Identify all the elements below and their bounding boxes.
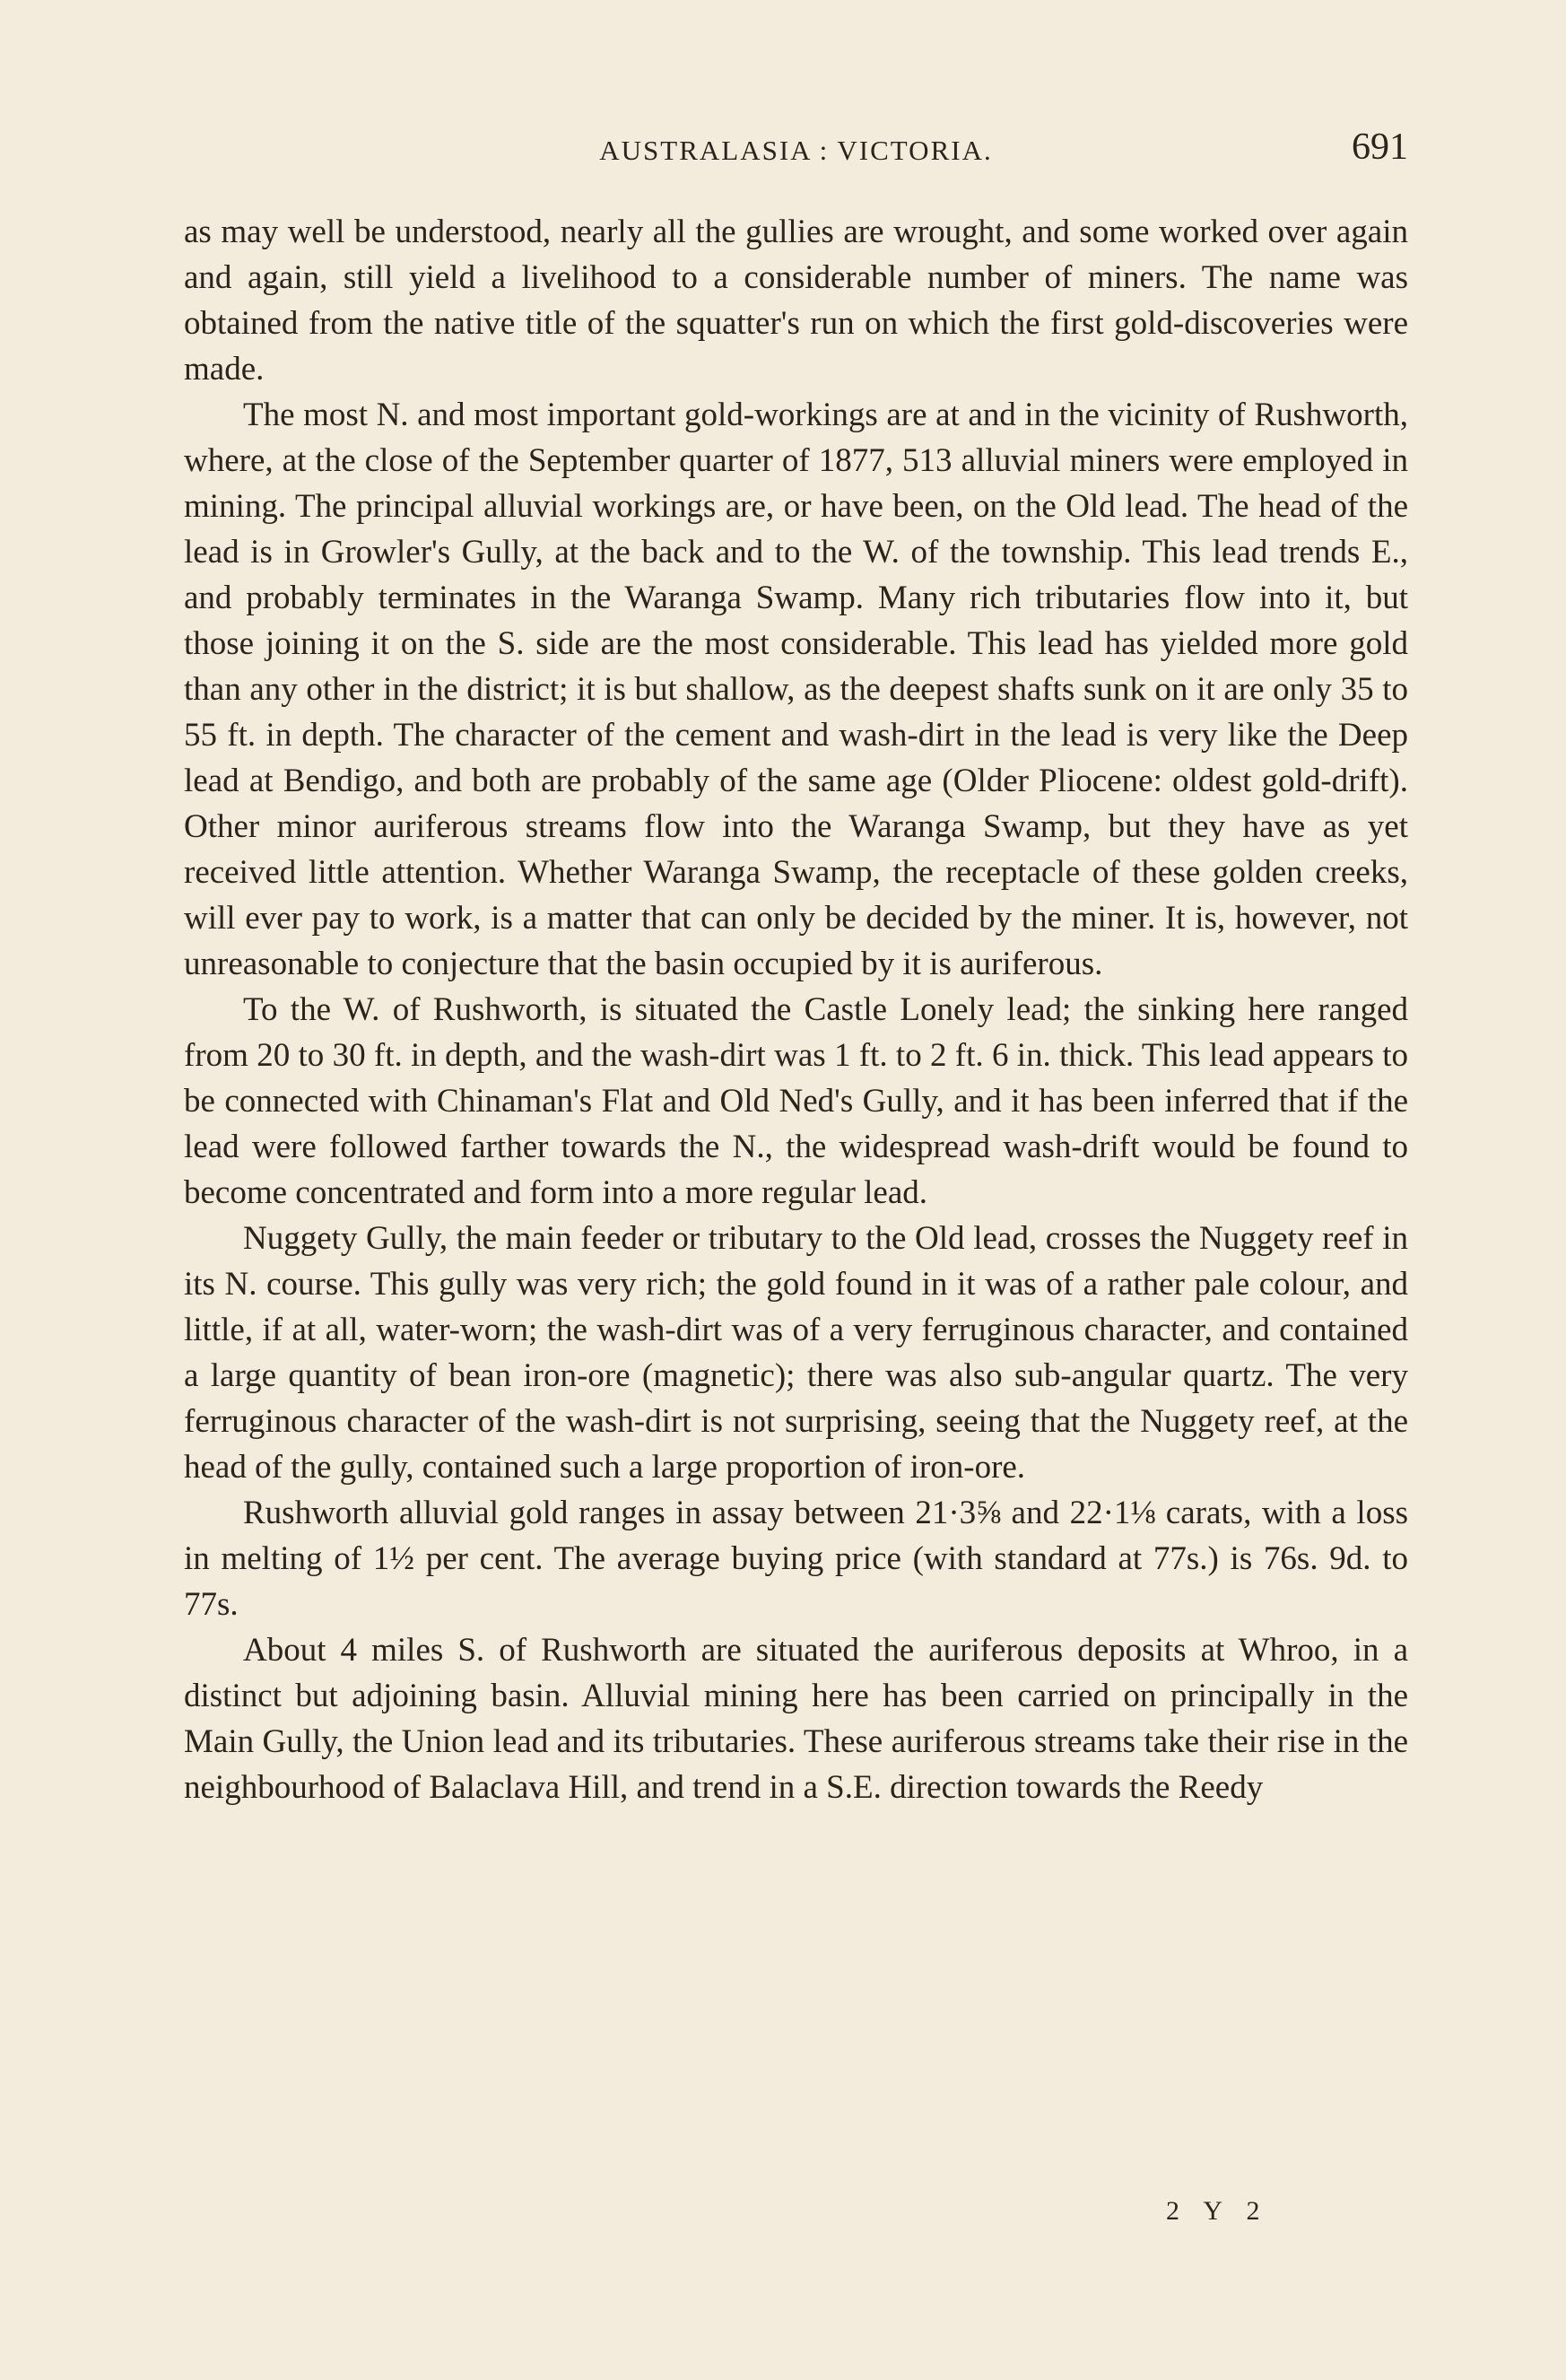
body-text [184, 209, 1408, 1810]
paragraph: To the W. of Rushworth, is situated the Castle Lonely lead; the sinking here ranged from 20 to 30 ft. in depth, and the wash-dirt was 1 ft. to 2 ft. 6 in. thick. This lead appears to be connected with Chinaman's Flat and Old Ned's Gully, and it has been inferred that if the lead were followed farther towards the N., the widespread wash-drift would be found to become concentrated and form into a more regular lead. [184, 991, 1408, 1211]
paragraph: as may well be understood, nearly all the gullies are wrought, and some worked over again and again, still yield a livelihood to a considerable number of miners. The name was obtained from the native title of the squatter's run on which the first gold-discoveries were made. [184, 214, 1408, 388]
page-header [184, 126, 1408, 179]
signature-mark: 2 Y 2 [1166, 2196, 1269, 2226]
running-head: AUSTRALASIA : VICTORIA. [599, 135, 993, 166]
paragraph: Nuggety Gully, the main feeder or tributary to the Old lead, crosses the Nuggety reef in its N. course. This gully was very rich; the gold found in it was of a rather pale colour, and little, if at all, water-worn; the wash-dirt was of a very ferruginous character, and contained a large quantity of bean iron-ore (magnetic); there was also sub-angular quartz. The very ferruginous character of the wash-dirt is not surprising, seeing that the Nuggety reef, at the head of the gully, contained such a large proportion of iron-ore. [184, 1220, 1408, 1486]
page-number: 691 [1352, 126, 1408, 168]
paragraph: About 4 miles S. of Rushworth are situated the auriferous deposits at Whroo, in a distinct but adjoining basin. Alluvial mining here has been carried on principally in the Main Gully, the Union lead and its tributaries. These auriferous streams take their rise in the neighbourhood of Balaclava Hill, and trend in a S.E. direction towards the Reedy [184, 1632, 1408, 1806]
paragraph: Rushworth alluvial gold ranges in assay between 21·3⅝ and 22·1⅛ carats, with a loss in melting of 1½ per cent. The average buying price (with standard at 77s.) is 76s. 9d. to 77s. [184, 1495, 1408, 1623]
paragraph: The most N. and most important gold-workings are at and in the vicinity of Rushworth, where, at the close of the September quarter of 1877, 513 alluvial miners were employed in mining. The principal alluvial workings are, or have been, on the Old lead. The head of the lead is in Growler's Gully, at the back and to the W. of the township. This lead trends E., and probably terminates in the Waranga Swamp. Many rich tributaries flow into it, but those joining it on the S. side are the most considerable. This lead has yielded more gold than any other in the district; it is but shallow, as the deepest shafts sunk on it are only 35 to 55 ft. in depth. The character of the cement and wash-dirt in the lead is very like the Deep lead at Bendigo, and both are probably of the same age (Older Pliocene: oldest gold-drift). Other minor auriferous streams flow into the Waranga Swamp, but they have as yet received little attention. Whether Waranga Swamp, the receptacle of these golden creeks, will ever pay to work, is a matter that can only be decided by the miner. It is, however, not unreasonable to conjecture that the basin occupied by it is auriferous. [184, 397, 1408, 982]
